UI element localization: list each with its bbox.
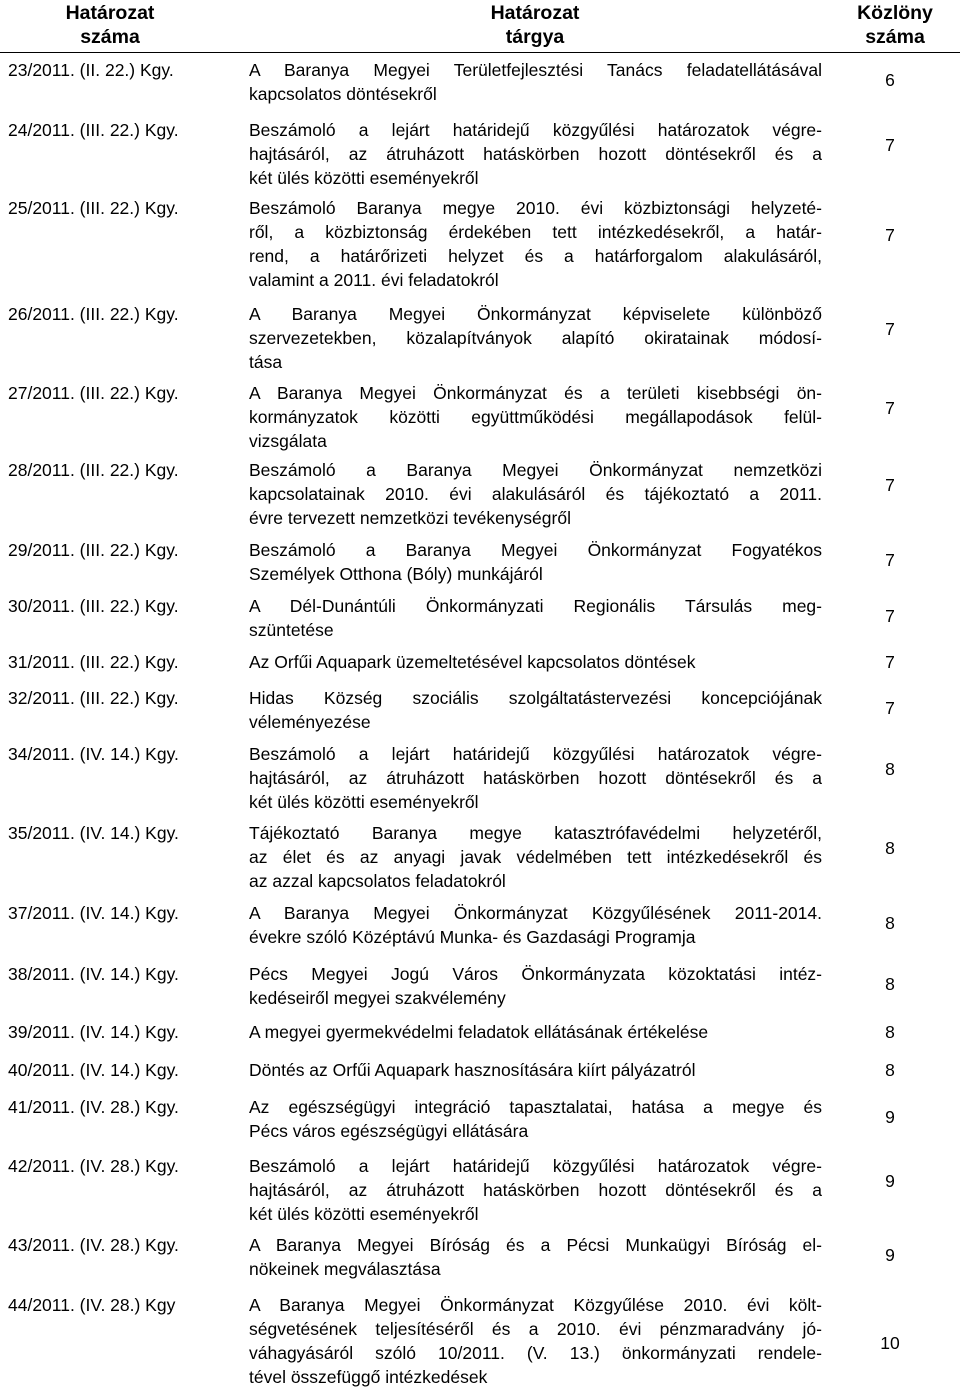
subject-line: Az egészségügyi integráció tapasztalatai, hatása a megye és — [249, 1097, 822, 1117]
resolution-number: 34/2011. (IV. 14.) Kgy. — [8, 744, 179, 764]
subject-line: rend, a határőrizeti helyzet és a határforgalom alakulásáról, — [249, 246, 822, 266]
subject-line: kapcsolatainak 2010. évi alakulásáról és tájékoztató a 2011. — [249, 484, 822, 504]
resolution-subject — [249, 458, 822, 530]
resolution-number: 29/2011. (III. 22.) Kgy. — [8, 540, 179, 560]
resolution-number: 43/2011. (IV. 28.) Kgy. — [8, 1235, 179, 1255]
subject-line: hajtásáról, az átruházott hatáskörben hozott döntésekről és a — [249, 1180, 822, 1200]
subject-line: Személyek Otthona (Bóly) munkájáról — [249, 564, 543, 584]
subject-line: Beszámoló Baranya megye 2010. évi közbiztonsági helyzeté- — [249, 198, 822, 218]
resolution-number: 30/2011. (III. 22.) Kgy. — [8, 596, 179, 616]
subject-line: évre tervezett nemzetközi tevékenységről — [249, 508, 571, 528]
gazette-issue-number: 9 — [885, 1107, 895, 1127]
subject-line: A Baranya Megyei Önkormányzat Közgyűlése 2010. évi költ- — [249, 1295, 822, 1315]
subject-line: A megyei gyermekvédelmi feladatok ellátásának értékelése — [249, 1022, 709, 1042]
gazette-issue-number: 6 — [885, 70, 895, 90]
subject-line: kedéseiről megyei szakvélemény — [249, 988, 506, 1008]
header-resolution-subject: Határozat tárgya — [490, 2, 580, 48]
subject-line: hajtásáról, az átruházott hatáskörben hozott döntésekről és a — [249, 768, 822, 788]
subject-line: Beszámoló a lejárt határidejű közgyűlési határozatok végre- — [249, 120, 822, 140]
resolution-subject — [249, 58, 822, 106]
subject-line: Az Orfűi Aquapark üzemeltetésével kapcsolatos döntések — [249, 652, 696, 672]
gazette-issue-number: 8 — [885, 974, 895, 994]
subject-line: Döntés az Orfűi Aquapark hasznosítására kiírt pályázatról — [249, 1060, 696, 1080]
subject-line: Beszámoló a Baranya Megyei Önkormányzat Fogyatékos — [249, 540, 822, 560]
resolution-number: 25/2011. (III. 22.) Kgy. — [8, 198, 179, 218]
subject-line: A Baranya Megyei Önkormányzat és a területi kisebbségi ön- — [249, 383, 822, 403]
subject-line: ségvetésének teljesítéséről és a 2010. évi pénzmaradvány jó- — [249, 1319, 822, 1339]
resolution-subject — [249, 196, 822, 292]
resolution-number: 24/2011. (III. 22.) Kgy. — [8, 120, 179, 140]
resolution-subject — [249, 302, 822, 374]
header-resolution-number: Határozat száma — [65, 2, 155, 48]
subject-line: hajtásáról, az átruházott hatáskörben hozott döntésekről és a — [249, 144, 822, 164]
table-header — [0, 0, 960, 53]
gazette-issue-number: 8 — [885, 1060, 895, 1080]
resolution-subject — [249, 962, 822, 1010]
gazette-issue-number: 10 — [880, 1333, 900, 1353]
subject-line: tása — [249, 352, 283, 372]
resolution-subject — [249, 901, 822, 949]
subject-line: Pécs város egészségügyi ellátására — [249, 1121, 529, 1141]
subject-line: kormányzatok közötti együttműködési megállapodások felül- — [249, 407, 822, 427]
subject-line: Beszámoló a lejárt határidejű közgyűlési határozatok végre- — [249, 744, 822, 764]
gazette-issue-number: 8 — [885, 759, 895, 779]
resolution-subject — [249, 686, 822, 734]
gazette-issue-number: 7 — [885, 698, 895, 718]
gazette-issue-number: 7 — [885, 398, 895, 418]
gazette-issue-number: 8 — [885, 1022, 895, 1042]
subject-line: nökeinek megválasztása — [249, 1259, 441, 1279]
subject-line: két ülés közötti eseményekről — [249, 1204, 479, 1224]
gazette-issue-number: 9 — [885, 1245, 895, 1265]
resolution-subject — [249, 594, 822, 642]
resolution-number: 40/2011. (IV. 14.) Kgy. — [8, 1060, 179, 1080]
subject-line: ről, a közbiztonság érdekében tett intézkedésekről, a határ- — [249, 222, 822, 242]
subject-line: kapcsolatos döntésekről — [249, 84, 437, 104]
resolution-subject — [249, 1154, 822, 1226]
resolution-subject — [249, 742, 822, 814]
subject-line: A Baranya Megyei Önkormányzat képviselete különböző — [249, 304, 822, 324]
subject-line: az élet és az anyagi javak védelmében tett intézkedésekről és — [249, 847, 822, 867]
resolution-subject — [249, 821, 822, 893]
header-gazette-issue: Közlöny száma — [857, 2, 933, 48]
subject-line: Tájékoztató Baranya megye katasztrófavédelmi helyzetéről, — [249, 823, 822, 843]
resolution-subject — [249, 381, 822, 453]
subject-line: váhagyásáról szóló 10/2011. (V. 13.) önkormányzati rendele- — [249, 1343, 822, 1363]
resolution-number: 41/2011. (IV. 28.) Kgy. — [8, 1097, 179, 1117]
subject-line: szüntetése — [249, 620, 334, 640]
subject-line: A Baranya Megyei Területfejlesztési Tanács feladatellátásával — [249, 60, 822, 80]
gazette-issue-number: 7 — [885, 475, 895, 495]
subject-line: valamint a 2011. évi feladatokról — [249, 270, 499, 290]
subject-line: szervezetekben, közalapítványok alapító okiratainak módosí- — [249, 328, 822, 348]
gazette-issue-number: 8 — [885, 913, 895, 933]
subject-line: vizsgálata — [249, 431, 327, 451]
subject-line: tével összefüggő intézkedések — [249, 1367, 488, 1387]
gazette-issue-number: 9 — [885, 1171, 895, 1191]
resolution-number: 44/2011. (IV. 28.) Kgy — [8, 1295, 176, 1315]
resolution-number: 28/2011. (III. 22.) Kgy. — [8, 460, 179, 480]
resolution-number: 23/2011. (II. 22.) Kgy. — [8, 60, 174, 80]
resolution-subject — [249, 1293, 822, 1389]
resolution-number: 37/2011. (IV. 14.) Kgy. — [8, 903, 179, 923]
gazette-issue-number: 7 — [885, 550, 895, 570]
resolution-subject — [249, 118, 822, 190]
resolution-number: 31/2011. (III. 22.) Kgy. — [8, 652, 179, 672]
resolution-subject — [249, 650, 822, 674]
subject-line: véleményezése — [249, 712, 371, 732]
gazette-issue-number: 8 — [885, 838, 895, 858]
gazette-issue-number: 7 — [885, 135, 895, 155]
resolution-subject — [249, 538, 822, 586]
resolution-number: 35/2011. (IV. 14.) Kgy. — [8, 823, 179, 843]
subject-line: Pécs Megyei Jogú Város Önkormányzata közoktatási intéz- — [249, 964, 822, 984]
subject-line: évekre szóló Középtávú Munka- és Gazdasági Programja — [249, 927, 696, 947]
resolution-subject — [249, 1233, 822, 1281]
resolution-number: 27/2011. (III. 22.) Kgy. — [8, 383, 179, 403]
gazette-issue-number: 7 — [885, 319, 895, 339]
resolution-subject — [249, 1058, 822, 1082]
subject-line: két ülés közötti eseményekről — [249, 792, 479, 812]
subject-line: Beszámoló a lejárt határidejű közgyűlési határozatok végre- — [249, 1156, 822, 1176]
gazette-issue-number: 7 — [885, 606, 895, 626]
subject-line: A Dél-Dunántúli Önkormányzati Regionális Társulás meg- — [249, 596, 822, 616]
gazette-issue-number: 7 — [885, 225, 895, 245]
subject-line: A Baranya Megyei Önkormányzat Közgyűlésének 2011-2014. — [249, 903, 822, 923]
subject-line: A Baranya Megyei Bíróság és a Pécsi Munkaügyi Bíróság el- — [249, 1235, 822, 1255]
resolution-number: 26/2011. (III. 22.) Kgy. — [8, 304, 179, 324]
subject-line: az azzal kapcsolatos feladatokról — [249, 871, 506, 891]
subject-line: Hidas Község szociális szolgáltatástervezési koncepciójának — [249, 688, 822, 708]
resolution-subject — [249, 1095, 822, 1143]
resolution-number: 38/2011. (IV. 14.) Kgy. — [8, 964, 179, 984]
gazette-issue-number: 7 — [885, 652, 895, 672]
resolution-number: 39/2011. (IV. 14.) Kgy. — [8, 1022, 179, 1042]
subject-line: két ülés közötti eseményekről — [249, 168, 479, 188]
resolution-subject — [249, 1020, 822, 1044]
subject-line: Beszámoló a Baranya Megyei Önkormányzat nemzetközi — [249, 460, 822, 480]
resolution-number: 42/2011. (IV. 28.) Kgy. — [8, 1156, 179, 1176]
resolution-number: 32/2011. (III. 22.) Kgy. — [8, 688, 179, 708]
